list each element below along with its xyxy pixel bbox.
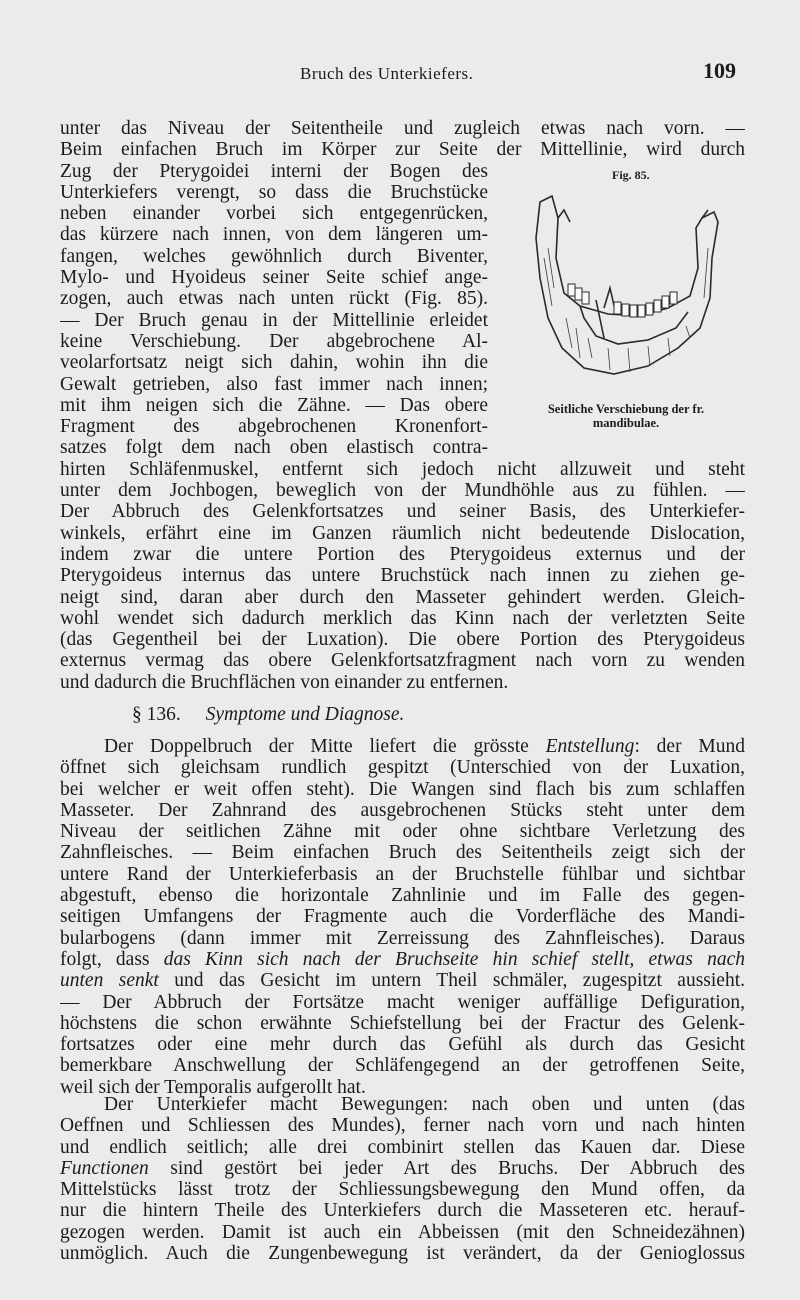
text-line: Der Doppelbruch der Mitte liefert die grösste Entstellung: der Mund bbox=[104, 736, 745, 757]
text-line: Masseter. Der Zahnrand des ausgebrochenen Stücks steht unter dem bbox=[60, 799, 745, 821]
text-line: nur die hintern Theile des Unterkiefers durch die Masseteren etc. herauf- bbox=[60, 1200, 745, 1222]
emphasis: Functionen bbox=[60, 1157, 149, 1179]
text-line: Zahnfleisches. — Beim einfachen Bruch des Seitentheils zeigt sich der bbox=[60, 842, 745, 864]
text-line: (das Gegentheil bei der Luxation). Die obere Portion des Pterygoideus bbox=[60, 629, 745, 651]
text-line: Zug der Pterygoidei interni der Bogen des bbox=[60, 160, 488, 182]
text-line: gezogen werden. Damit ist auch ein Abbeissen (mit den Schneidezähnen) bbox=[60, 1221, 745, 1243]
text-line: und dadurch die Bruchflächen von einander zu entfernen. bbox=[60, 671, 509, 693]
text-line: höchstens die schon erwähnte Schiefstellung bei der Fractur des Gelenk- bbox=[60, 1012, 745, 1034]
text-line: Functionen sind gestört bei jeder Art des Bruchs. Der Abbruch des bbox=[60, 1157, 745, 1179]
text-line: und endlich seitlich; alle drei combinirt stellen das Kauen dar. Diese bbox=[60, 1136, 745, 1158]
text-line: hirten Schläfenmuskel, entfernt sich jedoch nicht allzuweit und steht bbox=[60, 458, 745, 480]
mandible-fracture-illustration bbox=[518, 188, 738, 398]
text-line: öffnet sich gleichsam rundlich gespitzt (Unterschied von der Luxation, bbox=[60, 757, 745, 779]
paragraph-symptoms bbox=[60, 736, 745, 1098]
text-line: Mylo- und Hyoideus seiner Seite schief ange- bbox=[60, 267, 488, 289]
text-line: wohl wendet sich dadurch merklich das Kinn nach der verletzten Seite bbox=[60, 607, 745, 629]
emphasis: Entstellung bbox=[545, 736, 635, 757]
text-line: Gewalt getrieben, also fast immer nach innen; bbox=[60, 373, 488, 395]
text-line: keine Verschiebung. Der abgebrochene Al- bbox=[60, 330, 488, 352]
text-line: zogen, auch etwas nach unten rückt (Fig. 85). bbox=[60, 288, 488, 310]
section-number: § 136. bbox=[132, 704, 181, 725]
text-line: unter dem Jochbogen, beweglich von der Mundhöhle aus zu fühlen. — bbox=[60, 480, 745, 502]
text-line: fangen, welches gewöhnlich durch Biventer, bbox=[60, 245, 488, 267]
text-line: Der Abbruch des Gelenkfortsatzes und seiner Basis, des Unterkiefer- bbox=[60, 501, 745, 523]
text-line: untere Rand der Unterkieferbasis an der Bruchstelle fühlbar und sichtbar bbox=[60, 863, 745, 885]
text-line: Pterygoideus internus das untere Bruchstück nach innen zu ziehen ge- bbox=[60, 565, 745, 587]
text-line: abgestuft, ebenso die horizontale Zahnlinie und im Falle des gegen- bbox=[60, 885, 745, 907]
text-line: neben einander vorbei sich entgegenrücken, bbox=[60, 203, 488, 225]
text-line: Oeffnen und Schliessen des Mundes), ferner nach vorn und nach hinten bbox=[60, 1115, 745, 1137]
text-line: externus vermag das obere Gelenkfortsatzfragment nach vorn zu wenden bbox=[60, 650, 745, 672]
text-line: indem zwar die untere Portion des Pterygoideus externus und der bbox=[60, 543, 745, 565]
text-line: das kürzere nach innen, von dem längeren um- bbox=[60, 224, 488, 246]
text-line: folgt, dass das Kinn sich nach der Bruchseite hin schief stellt, etwas nach bbox=[60, 948, 745, 970]
figure-85 bbox=[512, 160, 744, 450]
text-line: Niveau der seitlichen Zähne mit oder ohne sichtbare Verletzung des bbox=[60, 821, 745, 843]
paragraph-functions bbox=[60, 1094, 745, 1264]
figure-label: Fig. 85. bbox=[612, 168, 650, 182]
figure-caption bbox=[508, 402, 744, 430]
emphasis: das Kinn sich nach der Bruchseite hin schief stellt, etwas nach bbox=[163, 948, 745, 970]
text-line: Mittelstücks lässt trotz der Schliessungsbewegung den Mund offen, da bbox=[60, 1179, 745, 1201]
figure-caption-line: Seitliche Verschiebung der fr. bbox=[547, 402, 705, 416]
text-line: — Der Abbruch der Fortsätze macht weniger auffällige Defiguration, bbox=[60, 991, 745, 1013]
emphasis: unten senkt bbox=[60, 970, 159, 992]
section-title: Symptome und Diagnose. bbox=[205, 704, 405, 725]
text-line: Fragment des abgebrochenen Kronenfort- bbox=[60, 416, 488, 438]
text-line: bei welcher er weit offen steht). Die Wangen sind flach bis zum schlaffen bbox=[60, 778, 745, 800]
text-line: — Der Bruch genau in der Mittellinie erleidet bbox=[60, 309, 488, 331]
text-line: fortsatzes oder eine mehr durch das Gefühl als durch das Gesicht bbox=[60, 1034, 745, 1056]
text-line: unter das Niveau der Seitentheile und zugleich etwas nach vorn. — bbox=[60, 118, 745, 139]
text-line: mit ihm neigen sich die Zähne. — Das obere bbox=[60, 394, 488, 416]
text-line: Unterkiefers verengt, so dass die Bruchstücke bbox=[60, 181, 488, 203]
text-line: seitigen Umfangens der Fragmente auch die Vorderfläche des Mandi- bbox=[60, 906, 745, 928]
text-line: bemerkbare Anschwellung der Schläfengegend an der getroffenen Seite, bbox=[60, 1055, 745, 1077]
text-line: satzes folgt dem nach oben elastisch contra- bbox=[60, 437, 488, 459]
page-number: 109 bbox=[703, 58, 736, 83]
text-line: neigt sind, daran aber durch den Masseter gehindert werden. Gleich- bbox=[60, 586, 745, 608]
text-line: unten senkt und das Gesicht im untern Theil schmäler, zugespitzt aussieht. bbox=[60, 970, 745, 992]
figure-caption-line: mandibulae. bbox=[592, 416, 660, 430]
text-line: weil sich der Temporalis aufgerollt hat. bbox=[60, 1076, 366, 1098]
section-heading bbox=[60, 704, 745, 726]
text-line: bularbogens (dann immer mit Zerreissung des Zahnfleisches). Daraus bbox=[60, 927, 745, 949]
text-line: Der Unterkiefer macht Bewegungen: nach oben und unten (das bbox=[104, 1094, 745, 1115]
text-line: unmöglich. Auch die Zungenbewegung ist verändert, da der Genioglossus bbox=[60, 1243, 745, 1265]
text-line: winkels, erfährt eine im Ganzen räumlich nicht bedeutende Dislocation, bbox=[60, 522, 745, 544]
text-line: veolarfortsatz neigt sich dahin, wohin ihn die bbox=[60, 352, 488, 374]
page-header bbox=[60, 60, 740, 90]
running-title: Bruch des Unterkiefers. bbox=[300, 64, 474, 83]
text-line: Beim einfachen Bruch im Körper zur Seite der Mittellinie, wird durch bbox=[60, 139, 745, 161]
